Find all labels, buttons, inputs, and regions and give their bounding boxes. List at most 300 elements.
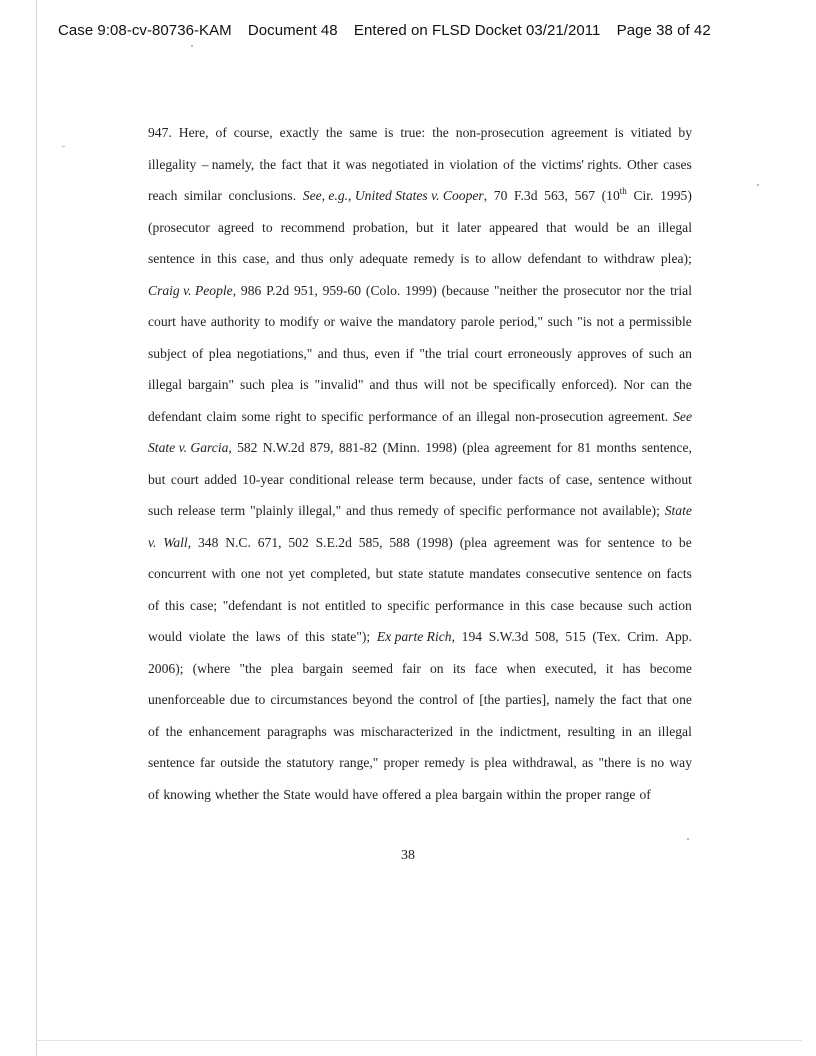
word: the (432, 125, 449, 140)
word: adequate (359, 251, 408, 266)
word: nor (625, 282, 644, 298)
word: court (170, 471, 199, 487)
word: N.C. (225, 534, 251, 550)
word: agreement (551, 125, 608, 140)
body-line (148, 212, 692, 244)
word: parties], (505, 692, 550, 707)
word: "plainly (250, 503, 294, 518)
body-line (148, 180, 692, 212)
word: non-prosecution (514, 408, 604, 424)
word: become (649, 660, 692, 676)
word: release (177, 503, 216, 518)
word: available); (602, 503, 660, 518)
word: such (148, 503, 173, 518)
word: vitiated (630, 125, 672, 140)
document-number: Document 48 (247, 22, 338, 39)
word: seemed (352, 660, 393, 676)
word: State (283, 786, 311, 802)
word: resulting (567, 723, 616, 739)
word: "the (239, 660, 262, 676)
word: this (217, 251, 237, 266)
word: case, (242, 251, 270, 266)
scan-speck (191, 45, 193, 47)
word: the (599, 692, 617, 707)
word: Nor (623, 377, 645, 392)
body-line (148, 432, 692, 464)
word: specific (387, 597, 430, 613)
word: subject (148, 345, 187, 361)
word: Cir. (633, 188, 654, 203)
word: the (542, 282, 559, 298)
word: later (457, 219, 482, 235)
body-line (148, 117, 692, 149)
word: of (148, 786, 160, 802)
word: plea (484, 755, 508, 770)
word: case, (565, 471, 593, 487)
word: of (191, 345, 204, 361)
word: would (148, 629, 182, 644)
word: 194 (461, 629, 483, 644)
word: outside (220, 755, 260, 770)
word: "the (419, 345, 442, 361)
word: enhancement (188, 723, 261, 739)
word: will (423, 377, 445, 392)
word: fair (402, 660, 421, 676)
word: violate (188, 629, 226, 644)
word: such (648, 345, 674, 361)
word: [the (479, 692, 501, 707)
word: with (211, 566, 236, 581)
word: be (616, 219, 630, 235)
word: even (374, 345, 401, 361)
word: trial (446, 345, 469, 361)
word: illegal (658, 219, 692, 235)
word: agreement. (608, 408, 669, 424)
word: in (200, 251, 212, 266)
body-line (148, 243, 692, 275)
word: modify (279, 314, 320, 329)
word: 1995) (660, 188, 692, 203)
word: (plea (459, 534, 487, 550)
word: State v. Garcia, (148, 440, 232, 455)
word: term (220, 503, 246, 518)
word: whether (214, 786, 259, 802)
body-line (148, 621, 692, 653)
word: performance (435, 597, 504, 613)
word: when (506, 660, 536, 676)
word: plea (270, 660, 294, 676)
word: consecutive (525, 566, 591, 581)
word: of (215, 125, 227, 140)
word: beyond (352, 692, 393, 707)
word: in (459, 723, 470, 739)
word: but (416, 219, 434, 235)
word: 986 (240, 282, 262, 298)
word: case; (190, 597, 218, 613)
word: 563, (544, 188, 568, 203)
word: of (287, 629, 299, 644)
word: sentence (595, 566, 643, 581)
word: 2006); (148, 660, 184, 676)
word: "there (598, 755, 632, 770)
word: of (639, 786, 651, 802)
word: that (306, 156, 328, 172)
body-line (148, 495, 692, 527)
word: an (638, 723, 652, 739)
word: control (419, 692, 458, 707)
word: course, (233, 125, 273, 140)
word: Ex parte Rich, (376, 629, 455, 644)
word: 671, (257, 534, 282, 550)
word: some (241, 408, 271, 424)
word: recommend (280, 219, 345, 235)
word: is (299, 377, 309, 392)
word: one (240, 566, 261, 581)
word: without (650, 471, 692, 487)
word: court (474, 345, 503, 361)
body-line (148, 653, 692, 685)
word: 959-60 (322, 282, 362, 298)
word: statute (428, 566, 464, 581)
word: it (332, 156, 341, 172)
word: illegal (148, 377, 182, 392)
body-text (148, 117, 692, 810)
word: Crim. (627, 629, 659, 644)
case-number: Case 9:08-cv-80736-KAM (58, 22, 232, 39)
word: defendant (148, 408, 202, 424)
word: S.E.2d (315, 534, 352, 550)
scan-speck (757, 184, 759, 186)
word: facts (517, 471, 544, 487)
word: the (519, 156, 537, 172)
word: would (574, 219, 609, 235)
word: for (556, 440, 573, 455)
word: performance (506, 503, 576, 518)
word: that (646, 692, 668, 707)
word: remedy (413, 251, 455, 266)
word: as (581, 755, 594, 770)
scan-left-border (36, 0, 37, 1056)
word: circumstances (270, 692, 348, 707)
word: to (371, 597, 382, 613)
word: the (232, 629, 249, 644)
word: 588 (389, 534, 410, 550)
word: the (675, 377, 692, 392)
word: a (425, 786, 432, 802)
word: and (317, 345, 338, 361)
word: (1998) (416, 534, 453, 550)
word: on (647, 566, 662, 581)
word: non-prosecution (455, 125, 545, 140)
scan-bottom-border (36, 1040, 802, 1041)
body-line (148, 149, 692, 181)
body-line (148, 306, 692, 338)
word: not (265, 566, 284, 581)
word: probation, (352, 219, 409, 235)
word: the (165, 723, 183, 739)
word: can (650, 377, 670, 392)
word: 567 (574, 188, 595, 203)
word: 70 (493, 188, 508, 203)
word: (10th (601, 186, 627, 203)
word: due (230, 692, 250, 707)
word: illegal (476, 408, 511, 424)
word: sentence (598, 471, 645, 487)
word: court (148, 314, 176, 329)
word: thus (370, 503, 394, 518)
word: of (148, 597, 160, 613)
word: under (481, 471, 513, 487)
word: the (264, 755, 282, 770)
word: within (506, 786, 542, 802)
word: State (664, 503, 692, 518)
word: "invalid" (314, 377, 364, 392)
word: the (262, 786, 280, 802)
body-line (148, 716, 692, 748)
word: range (605, 786, 636, 802)
word: to (661, 534, 673, 550)
word: sentence (148, 251, 195, 266)
word: N.W.2d (262, 440, 305, 455)
word: 508, (534, 629, 559, 644)
word: claim (206, 408, 237, 424)
word: reach (148, 188, 178, 203)
word: in (621, 723, 633, 739)
docket-header (58, 22, 798, 39)
word: exactly (279, 125, 319, 140)
page-number: 38 (401, 848, 415, 863)
word: agreement (494, 440, 552, 455)
word: v. (148, 534, 157, 550)
word: the (476, 723, 493, 739)
word: fact (281, 156, 302, 172)
body-line (148, 464, 692, 496)
word: facts (666, 566, 692, 581)
word: permissible (629, 314, 692, 329)
word: victims' rights. (541, 156, 622, 172)
word: "neither (494, 282, 538, 298)
word: one (672, 692, 692, 707)
word: only (329, 251, 354, 266)
word: remedy (424, 755, 465, 770)
word: (because (441, 282, 490, 298)
word: was (557, 534, 579, 550)
word: statutory (286, 755, 335, 770)
word: have (352, 786, 379, 802)
word: action (658, 597, 692, 613)
word: but (375, 566, 394, 581)
word: state (398, 566, 424, 581)
word: agreement (493, 534, 551, 550)
word: for (585, 534, 602, 550)
body-line (148, 747, 692, 779)
word: way (669, 755, 692, 770)
word: no (650, 755, 665, 770)
word: (where (192, 660, 231, 676)
word: 879, (309, 440, 334, 455)
word: in (433, 156, 445, 172)
body-line (148, 369, 692, 401)
word: is (614, 125, 624, 140)
body-line (148, 684, 692, 716)
word: executed, (544, 660, 597, 676)
word: not (596, 314, 614, 329)
word: mandatory (397, 314, 457, 329)
word: Wall, (163, 534, 192, 550)
word: App. (665, 629, 692, 644)
word: 1999) (405, 282, 437, 298)
word: thus (395, 377, 418, 392)
word: have (180, 314, 207, 329)
word: a (618, 314, 625, 329)
word: specific (459, 503, 502, 518)
word: of (549, 471, 561, 487)
word: unenforceable (148, 692, 225, 707)
word: not (302, 597, 320, 613)
word: sentence, (641, 440, 692, 455)
word: state"); (331, 629, 371, 644)
word: "is (577, 314, 592, 329)
word: F.3d (514, 188, 538, 203)
word: 10-year (242, 471, 284, 487)
word: to (264, 314, 276, 329)
word: of (631, 345, 644, 361)
word: period," (499, 314, 544, 329)
word: true: (400, 125, 426, 140)
word: it (605, 660, 614, 676)
word: an (458, 408, 472, 424)
word: by (678, 125, 692, 140)
word: added (204, 471, 237, 487)
word: erroneously (507, 345, 572, 361)
word: is (470, 755, 480, 770)
word: was (333, 723, 355, 739)
word: proper (565, 786, 602, 802)
word: namely (554, 692, 595, 707)
word: S.W.3d (488, 629, 529, 644)
word: laws (255, 629, 281, 644)
word: cases (663, 156, 692, 172)
word: illegal (657, 723, 692, 739)
word: 502 (288, 534, 309, 550)
word: the (545, 786, 562, 802)
word: its (452, 660, 466, 676)
word: mischaracterized (360, 723, 453, 739)
word: performance (368, 408, 438, 424)
word: 1998) (425, 440, 457, 455)
word: plea (270, 377, 294, 392)
word: this (525, 597, 546, 613)
word: release (355, 471, 394, 487)
word: is (287, 597, 297, 613)
word: enforced). (561, 377, 618, 392)
word: the (648, 282, 666, 298)
scan-speck (687, 838, 689, 840)
word: to (262, 219, 273, 235)
word: of (148, 723, 160, 739)
word: of (443, 503, 455, 518)
docket-entry: Entered on FLSD Docket 03/21/2011 (353, 22, 601, 39)
word: appeared (489, 219, 539, 235)
word: illegal," (298, 503, 342, 518)
word: range," (339, 755, 379, 770)
word: agreed (217, 219, 255, 235)
word: face (474, 660, 498, 676)
word: Craig v. People, (148, 282, 237, 298)
word: – namely, (201, 156, 255, 172)
word: 585, (358, 534, 383, 550)
word: specifically (493, 377, 556, 392)
word: allow (491, 251, 522, 266)
word: paragraphs (267, 723, 327, 739)
word: an (637, 219, 651, 235)
word: 515 (565, 629, 586, 644)
body-line (148, 338, 692, 370)
word: conditional (289, 471, 351, 487)
word: of (462, 692, 475, 707)
body-line (148, 779, 692, 811)
word: yet (288, 566, 306, 581)
word: such (547, 314, 573, 329)
word: negotiations," (236, 345, 313, 361)
word: bargain (461, 786, 503, 802)
word: to (305, 408, 317, 424)
word: an (679, 345, 692, 361)
word: "defendant (222, 597, 282, 613)
word: would (314, 786, 349, 802)
word: term (399, 471, 425, 487)
word: that (546, 219, 567, 235)
word: 947. (148, 125, 172, 140)
word: specific (321, 408, 364, 424)
word: the (397, 692, 415, 707)
word: in (509, 597, 520, 613)
word: because, (429, 471, 476, 487)
word: proper (383, 755, 420, 770)
word: was (345, 156, 367, 172)
word: same (349, 125, 378, 140)
body-line (148, 558, 692, 590)
word: P.2d (266, 282, 290, 298)
word: negotiated (371, 156, 429, 172)
word: and (345, 503, 366, 518)
word: is (636, 755, 646, 770)
word: not (580, 503, 598, 518)
word: illegality (148, 156, 197, 172)
word: authority (210, 314, 260, 329)
word: trial (670, 282, 692, 298)
word: 881-82 (338, 440, 378, 455)
word: and (369, 377, 390, 392)
word: case (550, 597, 575, 613)
scan-speck (62, 146, 65, 147)
word: of (442, 408, 454, 424)
word: thus (300, 251, 324, 266)
word: such (628, 597, 654, 613)
word: far (199, 755, 216, 770)
body-line (148, 275, 692, 307)
body-line (148, 527, 692, 559)
word: fact (621, 692, 642, 707)
word: plea); (660, 251, 692, 266)
word: indictment, (499, 723, 562, 739)
word: has (622, 660, 641, 676)
word: (prosecutor (148, 219, 210, 235)
word: thus, (342, 345, 369, 361)
word: to (587, 251, 598, 266)
word: knowing (163, 786, 211, 802)
word: withdraw (603, 251, 655, 266)
